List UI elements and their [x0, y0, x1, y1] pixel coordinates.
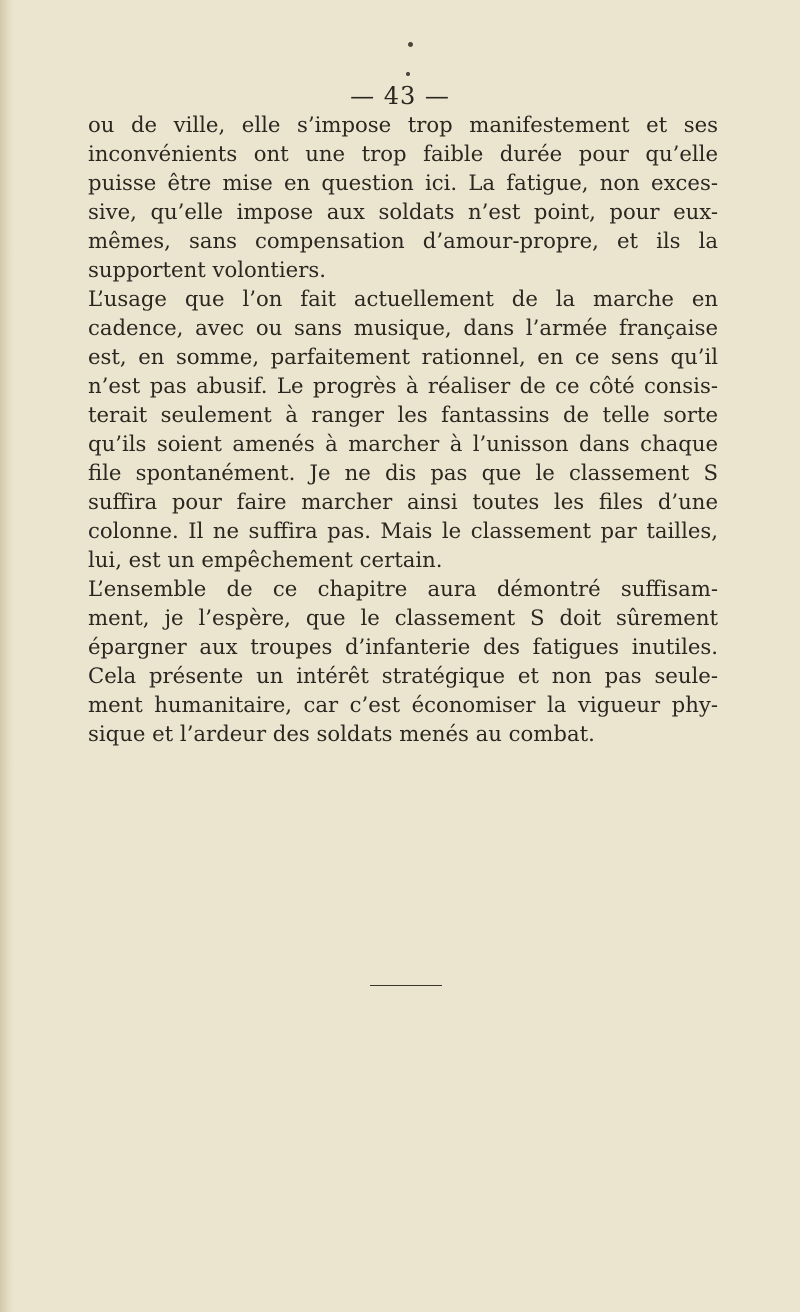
text-line: file spontanément. Je ne dis pas que le classement S	[88, 460, 718, 485]
text-line: ment humanitaire, car c’est économiser la vigueur phy-	[88, 692, 718, 717]
ink-speck	[408, 42, 413, 47]
separator-rule	[370, 985, 442, 986]
text-line: Cela présente un intérêt stratégique et non pas seule-	[88, 663, 718, 688]
paragraph-1	[88, 110, 718, 284]
text-line: cadence, avec ou sans musique, dans l’armée française	[88, 315, 718, 340]
body-text	[88, 110, 718, 748]
paragraph-2	[88, 284, 718, 574]
text-line: qu’ils soient amenés à marcher à l’unisson dans chaque	[88, 431, 718, 456]
text-line: n’est pas abusif. Le progrès à réaliser de ce côté consis-	[88, 373, 718, 398]
text-line: inconvénients ont une trop faible durée pour qu’elle	[88, 141, 718, 166]
text-line: L’usage que l’on fait actuellement de la marche en	[88, 286, 718, 311]
ink-speck	[406, 72, 410, 76]
text-line: colonne. Il ne suffira pas. Mais le classement par tailles,	[88, 518, 718, 543]
text-line: sique et l’ardeur des soldats menés au combat.	[88, 721, 595, 746]
text-line: ou de ville, elle s’impose trop manifestement et ses	[88, 112, 718, 137]
text-line: épargner aux troupes d’infanterie des fatigues inutiles.	[88, 634, 718, 659]
text-line: ment, je l’espère, que le classement S doit sûrement	[88, 605, 718, 630]
text-line: est, en somme, parfaitement rationnel, en ce sens qu’il	[88, 344, 718, 369]
text-line: mêmes, sans compensation d’amour-propre, et ils la	[88, 228, 718, 253]
text-line: L’ensemble de ce chapitre aura démontré suffisam-	[88, 576, 718, 601]
text-line: supportent volontiers.	[88, 257, 326, 282]
page-edge-shadow	[0, 0, 14, 1312]
text-line: lui, est un empêchement certain.	[88, 547, 443, 572]
text-line: puisse être mise en question ici. La fatigue, non exces-	[88, 170, 718, 195]
page-number: — 43 —	[350, 82, 450, 110]
text-line: terait seulement à ranger les fantassins de telle sorte	[88, 402, 718, 427]
paragraph-3	[88, 574, 718, 748]
text-line: sive, qu’elle impose aux soldats n’est point, pour eux-	[88, 199, 718, 224]
text-line: suffira pour faire marcher ainsi toutes les files d’une	[88, 489, 718, 514]
